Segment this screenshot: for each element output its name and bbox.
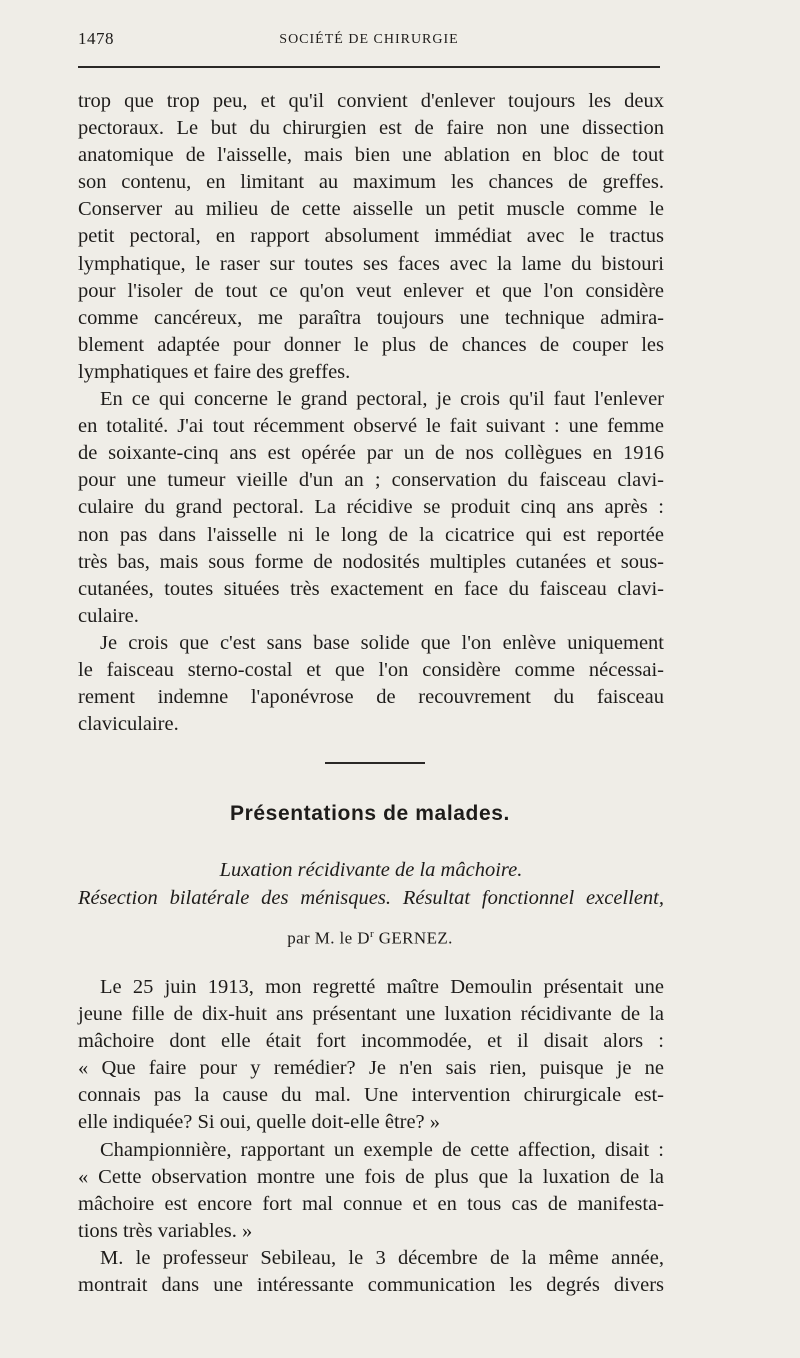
text-line: de soixante-cinq ans est opérée par un de nos collègues en 1916: [78, 442, 664, 465]
article-title-line-1: Luxation récidivante de la mâchoire.: [219, 859, 523, 881]
text-line: pour une tumeur vieille d'un an ; conservation du faisceau clavi-: [78, 469, 664, 492]
text-line: pour l'isoler de tout ce qu'on veut enlever et que l'on considère: [78, 279, 664, 302]
page-number: 1478: [78, 29, 114, 48]
text-line: rement indemne l'aponévrose de recouvrement du faisceau: [78, 686, 664, 709]
text-line: non pas dans l'aisselle ni le long de la cicatrice qui est reportée: [78, 523, 664, 546]
text-line: Conserver au milieu de cette aisselle un petit muscle comme le: [78, 198, 664, 221]
paragraph-4: [78, 974, 664, 1137]
text-line: mâchoire dont elle était fort incommodée, et il disait alors :: [78, 1030, 664, 1053]
text-line: lymphatiques et faire des greffes.: [78, 360, 351, 383]
text-line: le faisceau sterno-costal et que l'on considère comme nécessai-: [78, 658, 664, 681]
header-rule: [78, 66, 660, 68]
text-line: « Que faire pour y remédier? Je n'en sais rien, puisque je ne: [78, 1057, 664, 1080]
text-line: blement adaptée pour donner le plus de chances de couper les: [78, 333, 664, 356]
author-name: GERNEZ.: [374, 928, 453, 948]
text-line: trop que trop peu, et qu'il convient d'enlever toujours les deux: [78, 90, 664, 112]
paragraph-5: [78, 1137, 664, 1245]
text-line: mâchoire est encore fort mal connue et en tous cas de manifesta-: [78, 1192, 664, 1215]
text-line: Je crois que c'est sans base solide que l'on enlève uniquement: [100, 631, 664, 654]
page-header: [78, 26, 660, 52]
text-line: son contenu, en limitant au maximum les chances de greffes.: [78, 171, 664, 194]
text-line: petit pectoral, en rapport absolument immédiat avec le tractus: [78, 225, 664, 248]
section-title: Présentations de malades.: [230, 802, 510, 825]
paragraph-1: [78, 88, 664, 386]
article-author: [0, 928, 740, 949]
section-divider: [325, 762, 425, 764]
text-line: culaire.: [78, 604, 139, 627]
text-line: tions très variables. »: [78, 1219, 253, 1242]
text-line: Championnière, rapportant un exemple de cette affection, disait :: [100, 1138, 664, 1161]
text-line: jeune fille de dix-huit ans présentant une luxation récidivante de la: [78, 1003, 664, 1026]
article-title-line-2: Résection bilatérale des ménisques. Résultat fonctionnel excellent,: [78, 887, 664, 909]
text-line: connais pas la cause du mal. Une intervention chirurgicale est-: [78, 1084, 664, 1107]
text-line: anatomique de l'aisselle, mais bien une ablation en bloc de tout: [78, 144, 664, 167]
paragraph-3: [78, 630, 664, 738]
text-line: montrait dans une intéressante communication les degrés divers: [78, 1274, 664, 1297]
body-text-top: [78, 88, 664, 738]
text-line: Le 25 juin 1913, mon regretté maître Demoulin présentait une: [100, 976, 664, 998]
text-line: très bas, mais sous forme de nodosités multiples cutanées et sous-: [78, 550, 664, 573]
text-line: pectoraux. Le but du chirurgien est de faire non une dissection: [78, 117, 664, 140]
text-line: M. le professeur Sebileau, le 3 décembre de la même année,: [100, 1246, 664, 1269]
paragraph-6: [78, 1245, 664, 1299]
text-line: culaire du grand pectoral. La récidive se produit cinq ans après :: [78, 496, 664, 519]
body-text-bottom: [78, 974, 664, 1299]
text-line: En ce qui concerne le grand pectoral, je crois qu'il faut l'enlever: [100, 388, 664, 411]
text-line: cutanées, toutes situées très exactement en face du faisceau clavi-: [78, 577, 664, 600]
running-head: SOCIÉTÉ DE CHIRURGIE: [279, 32, 459, 47]
text-line: en totalité. J'ai tout récemment observé le fait suivant : une femme: [78, 415, 664, 438]
text-line: comme cancéreux, me paraîtra toujours une technique admira-: [78, 306, 664, 329]
text-line: lymphatique, le raser sur toutes ses faces avec la lame du bistouri: [78, 252, 664, 275]
paragraph-2: [78, 386, 664, 630]
text-line: elle indiquée? Si oui, quelle doit-elle être? »: [78, 1111, 441, 1134]
text-line: claviculaire.: [78, 713, 179, 736]
author-prefix: par M. le D: [287, 928, 370, 948]
author-sup: r: [369, 928, 375, 940]
text-line: « Cette observation montre une fois de plus que la luxation de la: [78, 1165, 664, 1188]
